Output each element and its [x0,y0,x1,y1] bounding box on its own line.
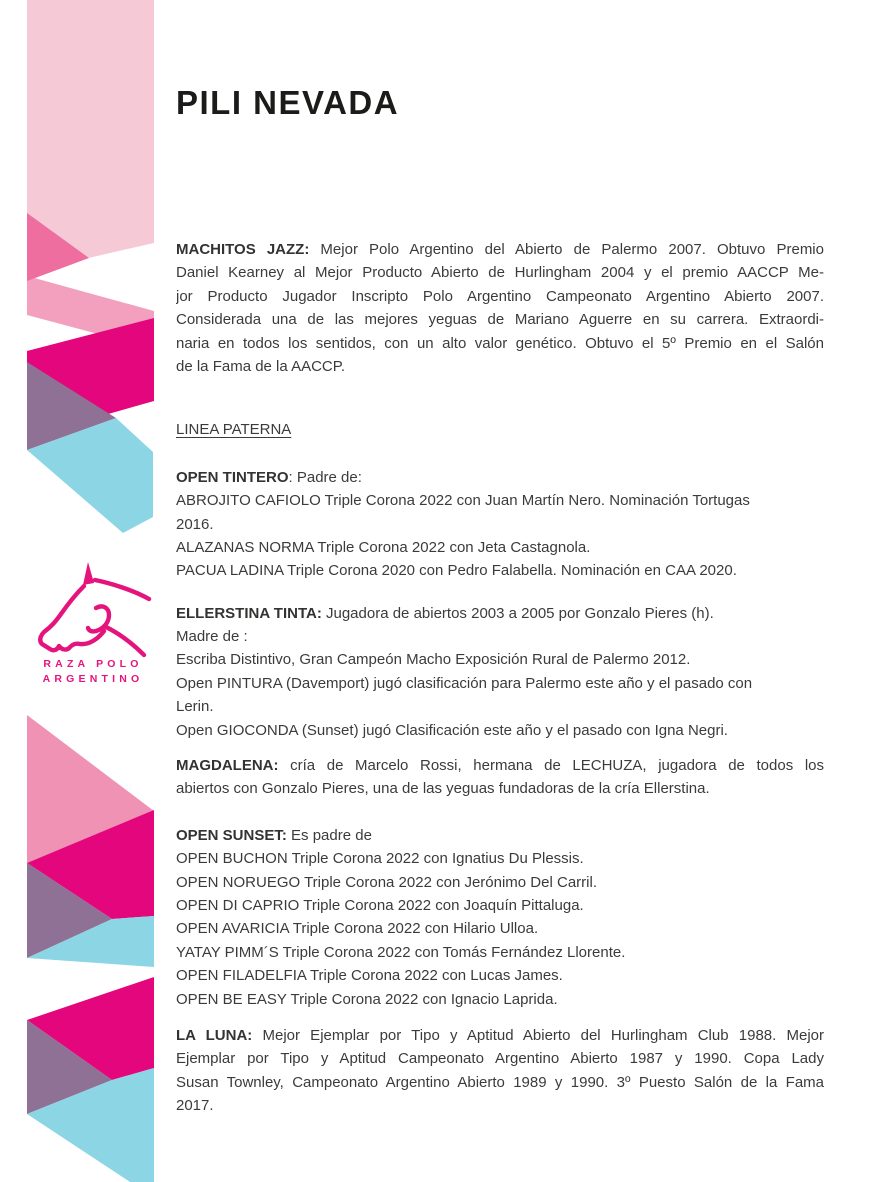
text-line: Open PINTURA (Davemport) jugó clasificación para Palermo este año y el pasado con [176,674,753,692]
text-line: OPEN BUCHON Triple Corona 2022 con Ignatius Du Plessis. [176,850,584,868]
document-body [176,238,824,1118]
text-line: OPEN FILADELFIA Triple Corona 2022 con Lucas James. [176,967,563,985]
text-line: naria en todos los sentidos, con un alto valor genético. Obtuvo el 5º Premio en el Salón [176,334,824,352]
logo-text-line2: ARGENTINO [42,673,144,685]
text-line: Lerin. [176,698,214,716]
section-heading: OPEN SUNSET: [176,826,287,844]
text-line: abiertos con Gonzalo Pieres, una de las yeguas fundadoras de la cría Ellerstina. [176,780,710,798]
text-line: ALAZANAS NORMA Triple Corona 2022 con Jeta Castagnola. [176,538,591,556]
section-heading: MAGDALENA: [176,757,279,775]
text-line [176,754,824,777]
text-line: Considerada una de las mejores yeguas de Mariano Aguerre en su carrera. Extraordi- [176,311,824,329]
text-line [176,824,824,847]
text-line: OPEN NORUEGO Triple Corona 2022 con Jerónimo Del Carril. [176,873,597,891]
underlined-heading: LINEA PATERNA [176,421,292,439]
section-open-sunset [176,824,824,1011]
section-machitos-jazz [176,238,824,378]
text-line [176,418,824,441]
section-heading: ELLERSTINA TINTA: [176,604,322,622]
text-line: de la Fama de la AACCP. [176,357,345,375]
text-run: Mejor Polo Argentino del Abierto de Palermo 2007. Obtuvo Premio [309,241,824,258]
text-line: OPEN BE EASY Triple Corona 2022 con Ignacio Laprida. [176,990,558,1008]
text-line: PACUA LADINA Triple Corona 2020 con Pedro Falabella. Nominación en CAA 2020. [176,562,737,580]
text-line: Daniel Kearney al Mejor Producto Abierto de Hurlingham 2004 y el premio AACCP Me- [176,264,824,282]
raza-polo-argentino-logo [30,552,156,694]
text-run: Mejor Ejemplar por Tipo y Aptitud Abierto del Hurlingham Club 1988. Mejor [252,1026,824,1044]
text-line: YATAY PIMM´S Triple Corona 2022 con Tomás Fernández Llorente. [176,943,626,961]
page-title: PILI NEVADA [176,84,400,121]
section-linea-paterna [176,418,824,441]
section-open-tintero [176,466,824,583]
text-line: OPEN AVARICIA Triple Corona 2022 con Hilario Ulloa. [176,920,539,938]
text-line: jor Producto Jugador Inscripto Polo Argentino Campeonato Argentino Abierto 2007. [176,287,824,305]
text-line: Ejemplar por Tipo y Aptitud Campeonato Argentino Abierto 1987 y 1990. Copa Lady [176,1050,824,1068]
text-line [176,1024,824,1047]
text-line [176,602,824,625]
logo-text-line1: RAZA POLO [43,658,143,670]
section-heading: MACHITOS JAZZ: [176,241,310,258]
section-magdalena [176,754,824,801]
section-ellerstina-tinta [176,602,824,742]
text-line: Susan Townley, Campeonato Argentino Abierto 1989 y 1990. 3º Puesto Salón de la Fama [176,1073,824,1091]
text-run: : Padre de: [288,468,362,486]
section-la-luna [176,1024,824,1118]
section-heading: OPEN TINTERO [176,468,289,486]
text-line: Escriba Distintivo, Gran Campeón Macho Exposición Rural de Palermo 2012. [176,651,691,669]
text-run: Es padre de [286,826,372,844]
text-line: 2016. [176,515,214,533]
text-line: ABROJITO CAFIOLO Triple Corona 2022 con Juan Martín Nero. Nominación Tortugas [176,492,750,510]
text-run: Jugadora de abiertos 2003 a 2005 por Gonzalo Pieres (h). [321,604,714,622]
text-line: 2017. [176,1097,214,1115]
text-line: Open GIOCONDA (Sunset) jugó Clasificación este año y el pasado con Igna Negri. [176,721,728,739]
text-run: cría de Marcelo Rossi, hermana de LECHUZA, jugadora de todos los [278,757,824,775]
section-heading: LA LUNA: [176,1026,253,1044]
text-line: Madre de : [176,628,248,646]
document-content [176,0,824,1118]
text-line [176,238,824,261]
text-line [176,466,824,489]
text-line: OPEN DI CAPRIO Triple Corona 2022 con Joaquín Pittaluga. [176,896,584,914]
